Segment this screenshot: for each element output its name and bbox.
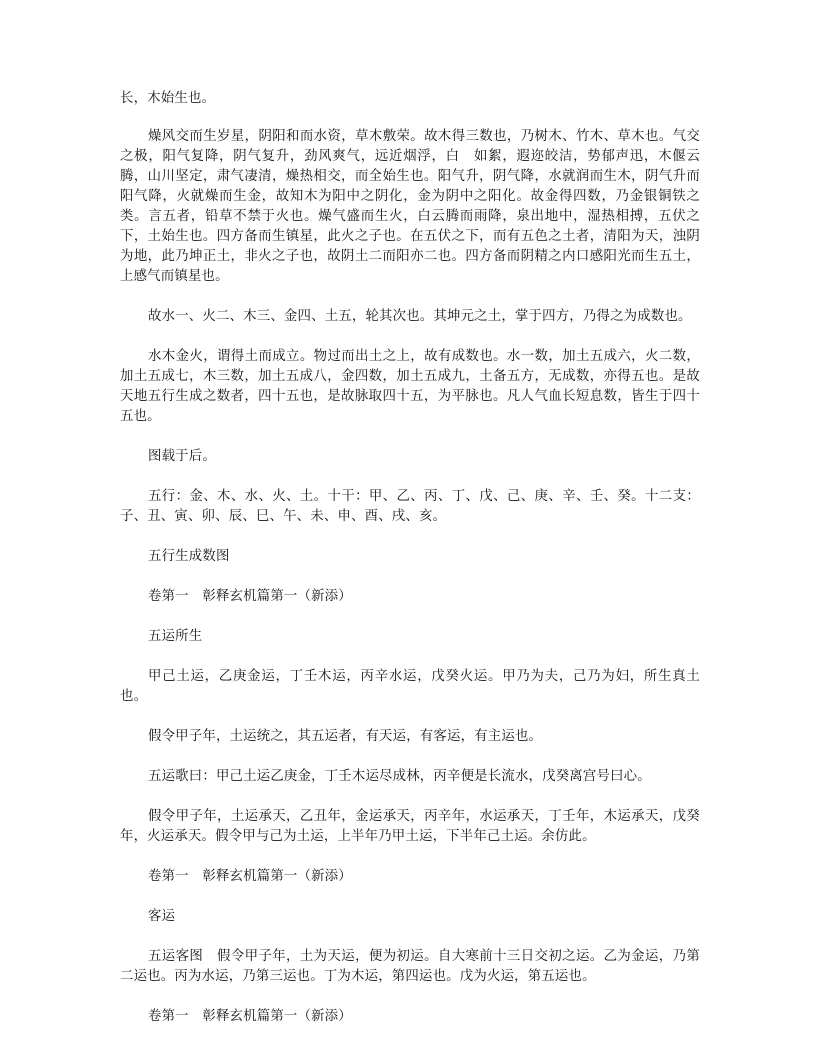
paragraph-stems-branches: 五行：金、木、水、火、土。十干：甲、乙、丙、丁、戊、己、庚、辛、壬、癸。十二支：子、丑、寅、卯、辰、巳、午、未、申、酉、戌、亥。 bbox=[120, 489, 700, 524]
paragraph-diagram-note: 图载于后。 bbox=[148, 449, 216, 464]
section-heading-volume-one-3: 卷第一 彰释玄机篇第一（新添） bbox=[148, 1009, 352, 1024]
paragraph-completion-numbers: 水木金火，谓得土而成立。物过而出土之上，故有成数也。水一数，加土五成六，火二数，加土五成七，木三数，加土五成八，金四数，加土五成九，土备五方，无成数，亦得五也。是故天地五行生成之数者，四十五也，是故脉取四十五，为平脉也。凡人气血长短息数，皆生于四十五也。 bbox=[120, 349, 700, 424]
section-heading-volume-one: 卷第一 彰释玄机篇第一（新添） bbox=[148, 589, 352, 604]
subheading-guest-movement: 客运 bbox=[148, 909, 176, 924]
paragraph-jiazi-year: 假令甲子年，土运统之，其五运者，有天运，有客运，有主运也。 bbox=[148, 729, 543, 744]
paragraph-five-movements-song: 五运歌曰：甲己土运乙庚金，丁壬木运尽成林，丙辛便是长流水，戊癸离宫号曰心。 bbox=[148, 769, 651, 784]
paragraph-wood-metal-origin: 燥风交而生岁星，阴阳和而水资，草木敷荣。故木得三数也，乃树木、竹木、草木也。气交之极，阳气复降，阴气复升，劲风爽气，远近烟浮，白 如絮，遐迩皎洁，势郁声迅，木偃云腾，山川坚定，肃气凄清，燥热相交，而全始生也。阳气升，阴气降，水就润而生木，阴气升而阳气降，火就燥而生金，故知木为阳中之阴化，金为阴中之阳化。故金得四数，乃金银铜铁之类。言五者，铅草不禁于火也。燥气盛而生火，白云腾而雨降，泉出地中，湿热相搏，五伏之下，土始生也。四方备而生镇星，此火之子也。在五伏之下，而有五色之土者，清阳为天，浊阴为地，此乃坤正土，非火之子也，故阴土二而阳亦二也。四方备而阴精之内口感阳光而生五土，上感气而镇星也。 bbox=[120, 129, 700, 284]
paragraph-continuation: 长，木始生也。 bbox=[120, 91, 216, 106]
paragraph-heaven-movements: 假令甲子年，土运承天，乙丑年，金运承天，丙辛年，水运承天，丁壬年，木运承天，戊癸年，火运承天。假令甲与己为土运，上半年乃甲土运，下半年己土运。余仿此。 bbox=[120, 809, 700, 844]
subheading-five-movements-origin: 五运所生 bbox=[148, 629, 203, 644]
figure-caption-five-elements: 五行生成数图 bbox=[148, 549, 230, 564]
document-page bbox=[120, 89, 700, 1047]
section-heading-volume-one-2: 卷第一 彰释玄机篇第一（新添） bbox=[148, 869, 352, 884]
paragraph-guest-movement-chart: 五运客图 假令甲子年，土为天运，便为初运。自大寒前十三日交初之运。乙为金运，乃第二运也。丙为水运，乃第三运也。丁为木运，第四运也。戊为火运，第五运也。 bbox=[120, 949, 700, 984]
paragraph-five-numbers: 故水一、火二、木三、金四、土五，轮其次也。其坤元之土，掌于四方，乃得之为成数也。 bbox=[148, 309, 692, 324]
paragraph-five-movements: 甲己土运，乙庚金运，丁壬木运，丙辛水运，戊癸火运。甲乃为夫，己乃为妇，所生真土也。 bbox=[120, 669, 700, 704]
